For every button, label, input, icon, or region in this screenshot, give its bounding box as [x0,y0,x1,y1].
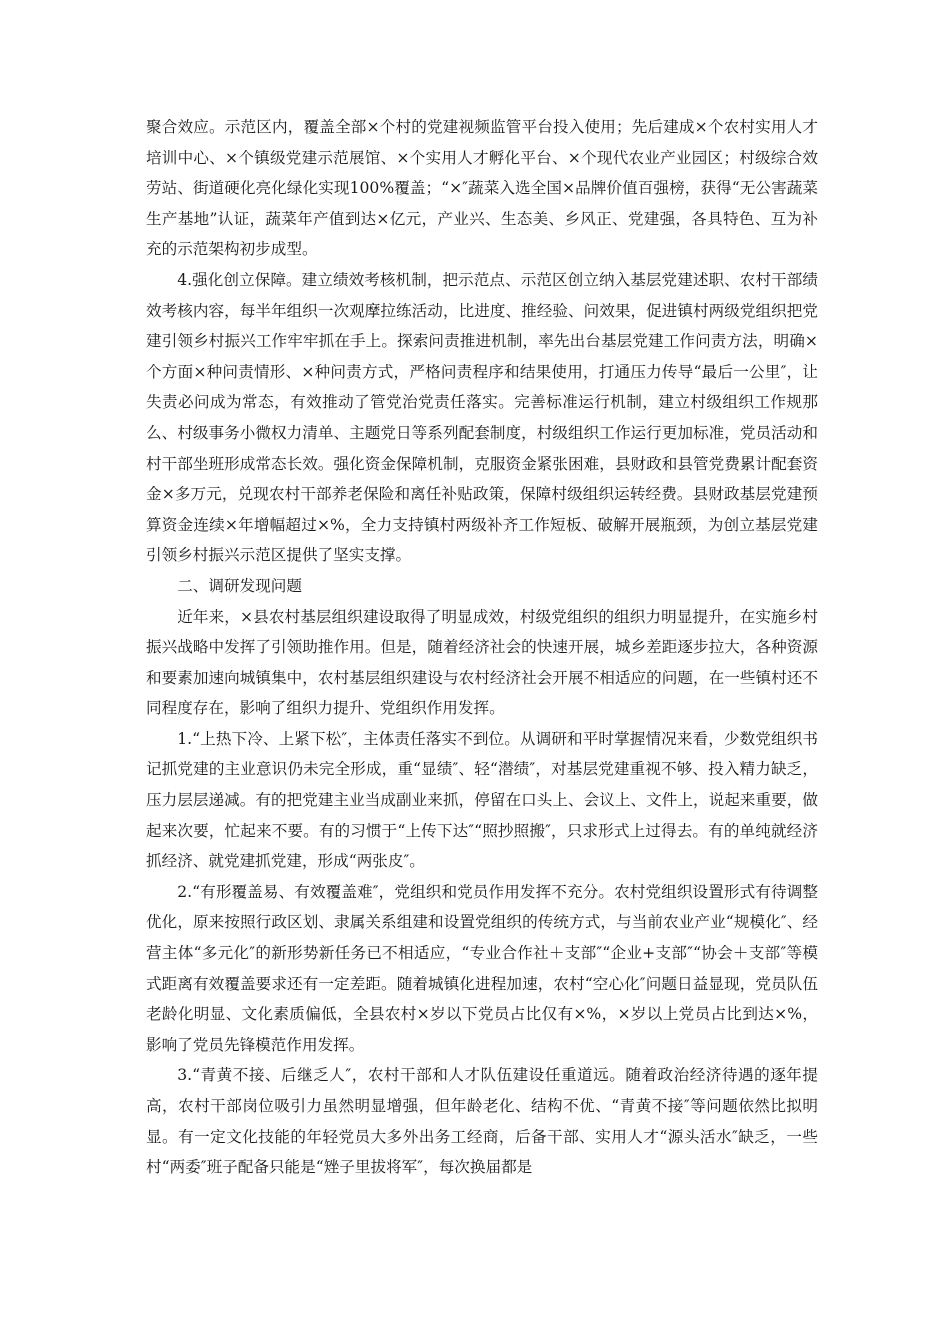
document-page [146,112,818,1183]
paragraph-problems-intro: 近年来，×县农村基层组织建设取得了明显成效，村级党组织的组织力明显提升，在实施乡村振兴战略中发挥了引领助推作用。但是，随着经济社会的快速开展，城乡差距逐步拉大，各种资源和要素加速向城镇集中，农村基层组织建设与农村经济社会开展不相适应的问题，在一些镇村还不同程度存在，影响了组织力提升、党组织作用发挥。 [146,607,818,718]
paragraph-problem-1: 1.“上热下冷、上紧下松″，主体责任落实不到位。从调研和平时掌握情况来看，少数党组织书记抓党建的主业意识仍未完全形成，重“显绩″、轻“潜绩″，对基层党建重视不够、投入精力缺乏，压力层层递减。有的把党建主业当成副业来抓，停留在口头上、会议上、文件上，说起来重要，做起来次要，忙起来不要。有的习惯于“上传下达″“照抄照搬″，只求形式上过得去。有的单纯就经济抓经济、就党建抓党建，形成“两张皮″。 [146,729,818,871]
section-heading-problems: 二、调研发现问题 [177,576,302,595]
paragraph-problem-2: 2.“有形覆盖易、有效覆盖难″，党组织和党员作用发挥不充分。农村党组织设置形式有待调整优化，原来按照行政区划、隶属关系组建和设置党组织的传统方式，与当前农业产业“规模化″、经营主体“多元化″的新形势新任务已不相适应，“专业合作社＋支部″“企业+支部″“协会＋支部″等模式距离有效覆盖要求还有一定差距。随着城镇化进程加速，农村“空心化″问题日益显现，党员队伍老龄化明显、文化素质偏低，全县农村×岁以下党员占比仅有×%，×岁以上党员占比到达×%，影响了党员先锋模范作用发挥。 [146,882,818,1054]
paragraph-problem-3: 3.“青黄不接、后继乏人″，农村干部和人才队伍建设任重道远。随着政治经济待遇的逐年提高，农村干部岗位吸引力虽然明显增强，但年龄老化、结构不优、“青黄不接″等问题依然比拟明显。有一定文化技能的年轻党员大多外出务工经商，后备干部、实用人才“源头活水″缺乏，一些村“两委″班子配备只能是“矬子里拔将军″，每次换届都是 [146,1066,818,1177]
paragraph-continuation: 聚合效应。示范区内，覆盖全部×个村的党建视频监管平台投入使用；先后建成×个农村实用人才培训中心、×个镇级党建示范展馆、×个实用人才孵化平台、×个现代农业产业园区；村级综合效劳站、街道硬化亮化绿化实现100%覆盖；“×″蔬菜入选全国×品牌价值百强榜，获得“无公害蔬菜生产基地”认证，蔬菜年产值到达×亿元，产业兴、生态美、乡风正、党建强，各具特色、互为补充的示范架构初步成型。 [146,118,818,259]
paragraph-strengthen-guarantee: 4.强化创立保障。建立绩效考核机制，把示范点、示范区创立纳入基层党建述职、农村干部绩效考核内容，每半年组织一次观摩拉练活动，比进度、推经验、问效果，促进镇村两级党组织把党建引领乡村振兴工作牢牢抓在手上。探索问责推进机制，率先出台基层党建工作问责方法，明确×个方面×种问责情形、×种问责方式，严格问责程序和结果使用，打通压力传导“最后一公里″，让失责必问成为常态，有效推动了管党治党责任落实。完善标准运行机制，建立村级组织工作规那么、村级事务小微权力清单、主题党日等系列配套制度，村级组织工作运行更加标准，党员活动和村干部坐班形成常态长效。强化资金保障机制，克服资金紧张困难，县财政和县管党费累计配套资金×多万元，兑现农村干部养老保险和离任补贴政策，保障村级组织运转经费。县财政基层党建预算资金连续×年增幅超过×%，全力支持镇村两级补齐工作短板、破解开展瓶颈，为创立基层党建引领乡村振兴示范区提供了坚实支撑。 [146,270,818,565]
